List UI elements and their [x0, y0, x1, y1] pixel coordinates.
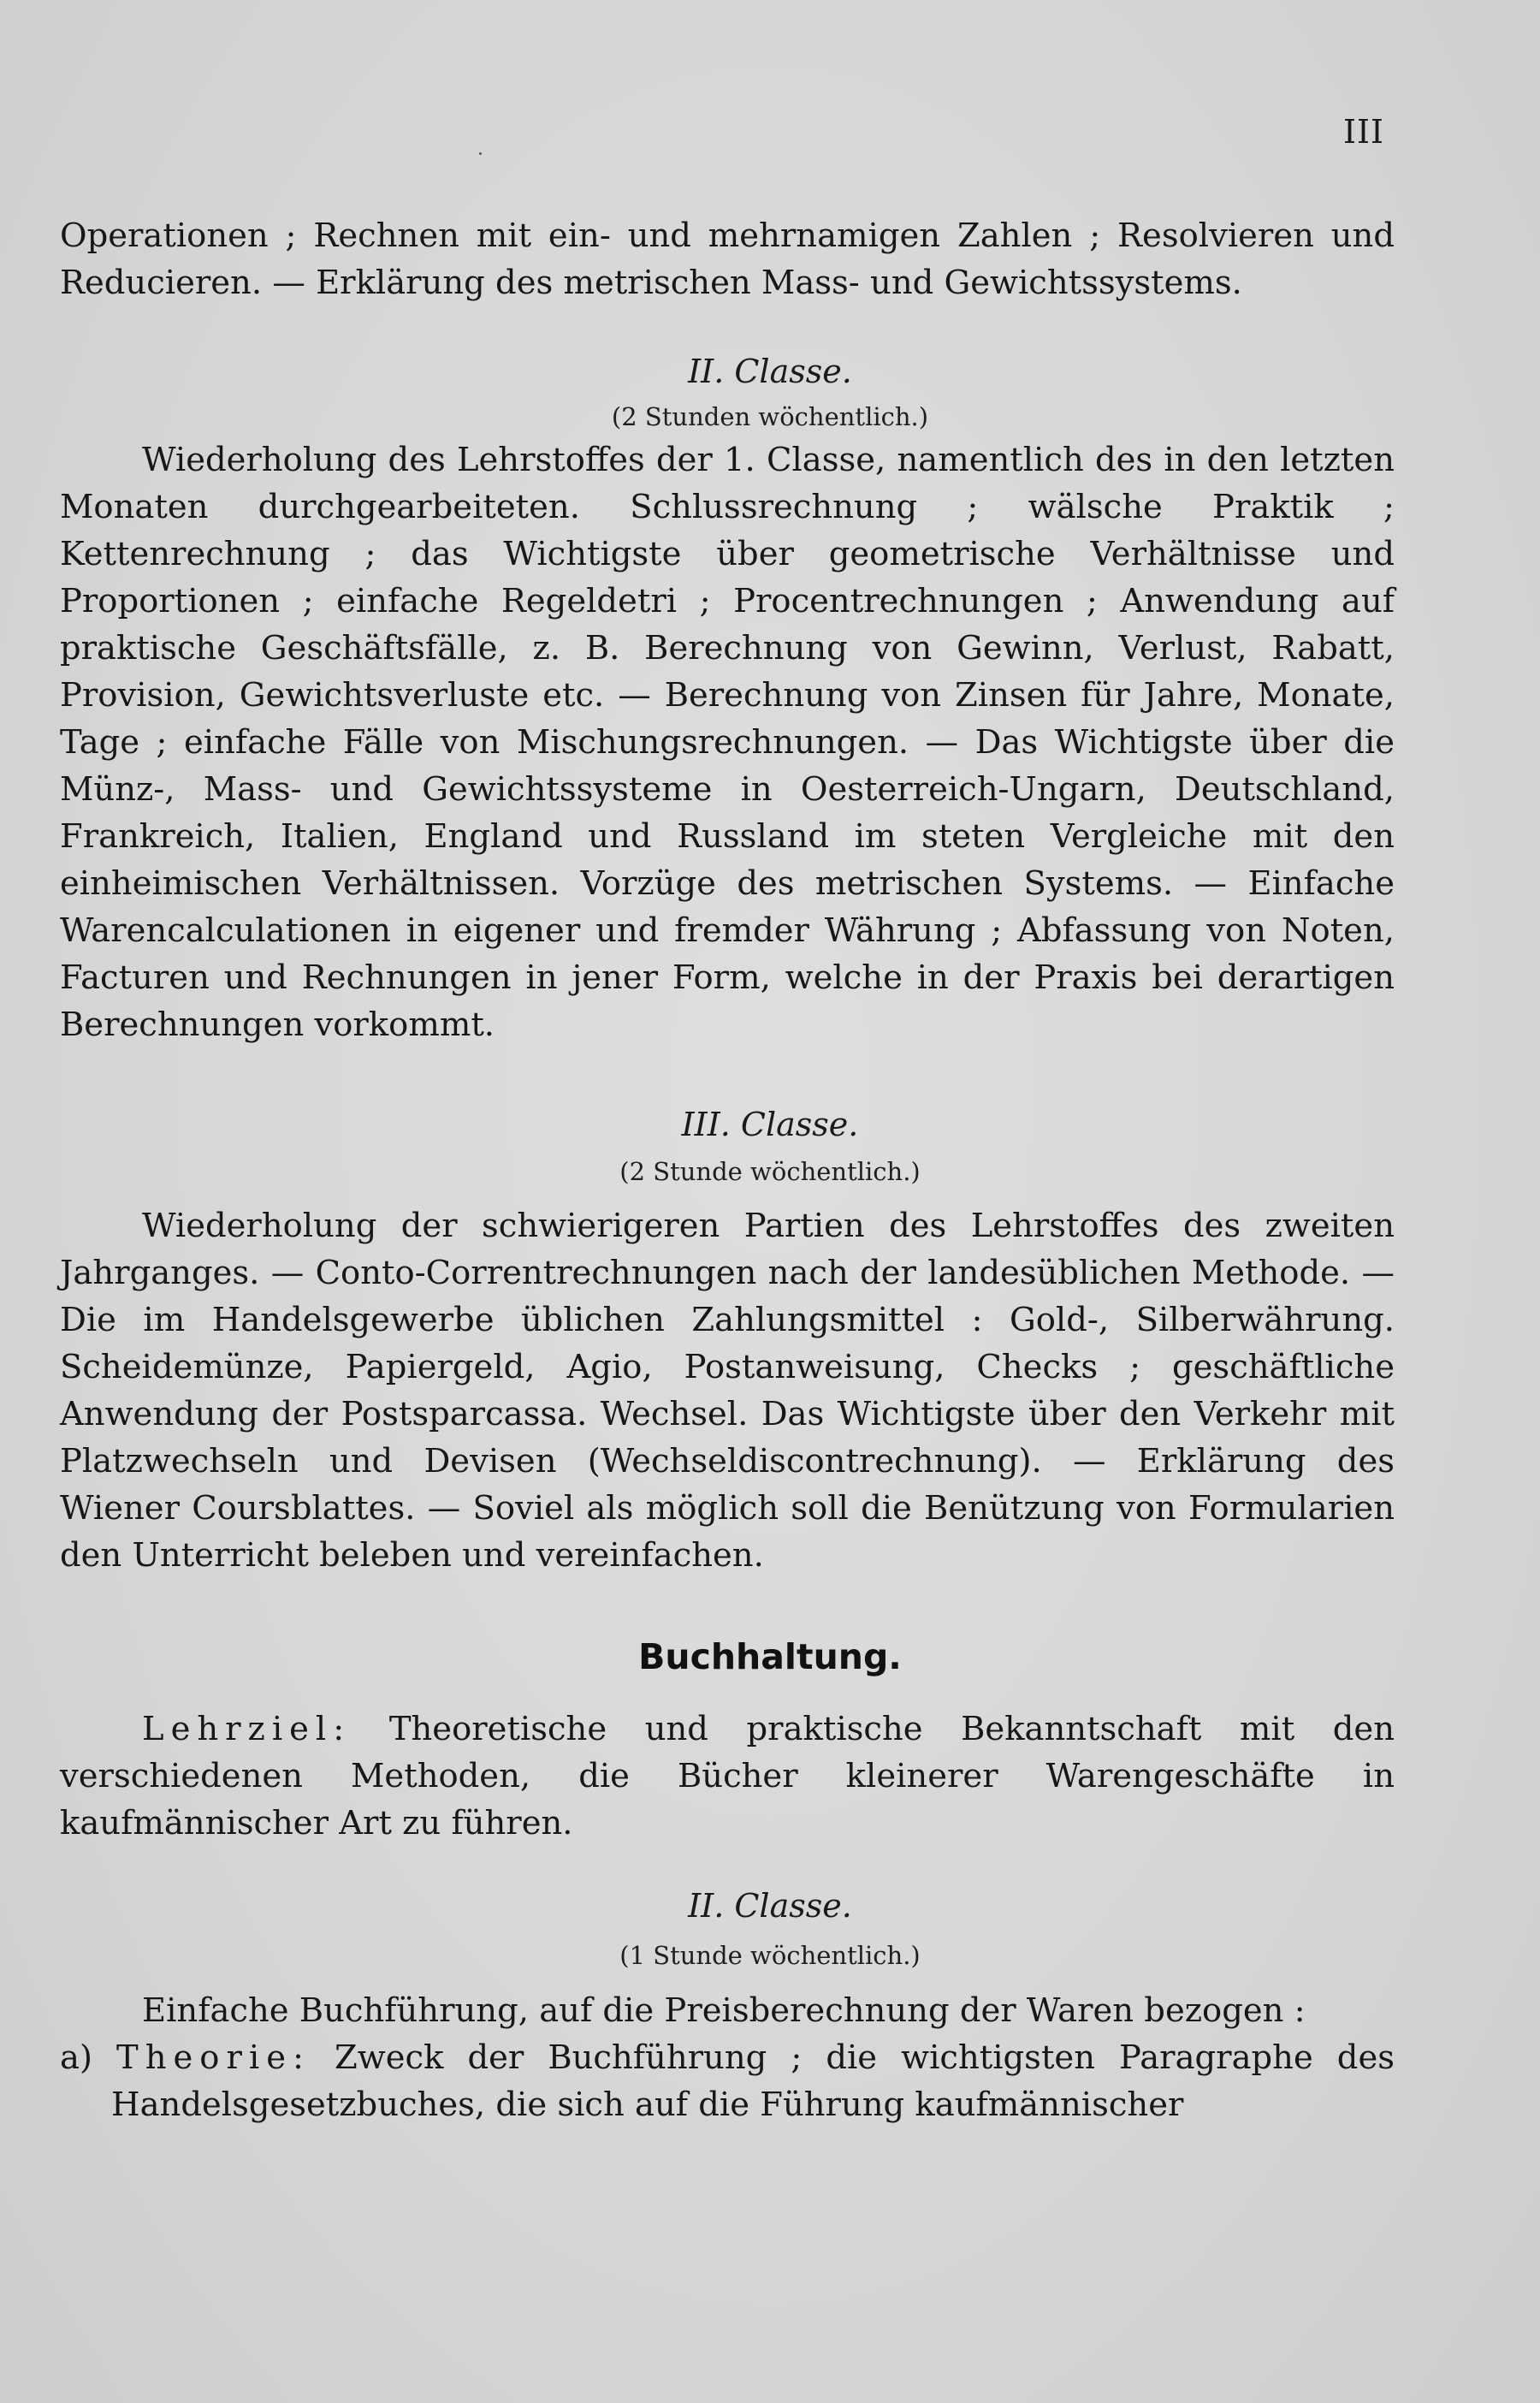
- class-3-heading: III. Classe.: [681, 1106, 859, 1143]
- buchhaltung-intro: Einfache Buchführung, auf die Preisberechnung der Waren bezogen :: [142, 1991, 1306, 2030]
- class-2-heading: II. Classe.: [688, 353, 852, 390]
- class-2-text: Wiederholung des Lehrstoffes der 1. Classe, namentlich des in den letzten Monaten durchgearbeiteten. Schlussrechnung ; wälsche Praktik ; Kettenrechnung ; das Wichtigste über geometrische Verhältnisse und Proportionen ; einfache Regeldetri ; Procentrechnungen ; Anwendung auf praktische Geschäftsfälle, z. B. Berechnung von Gewinn, Verlust, Rabatt, Provision, Gewichtsverluste etc. — Berechnung von Zinsen für Jahre, Monate, Tage ; einfache Fälle von Mischungsrechnungen. — Das Wichtigste über die Münz-, Mass- und Gewichtssysteme in Oesterreich-Ungarn, Deutschland, Frankreich, Italien, England und Russland im steten Vergleiche mit den einheimischen Verhältnissen. Vorzüge des metrischen Systems. — Einfache Warencalculationen in eigener und fremder Währung ; Abfassung von Noten, Facturen und Rechnungen in jener Form, welche in der Praxis bei derartigen Berechnungen vorkommt.: [60, 441, 1395, 1044]
- lehrziel-paragraph: [60, 1706, 1395, 1847]
- buchhaltung-class-2-paragraph: [60, 1987, 1395, 2128]
- lehrziel-label: Lehrziel:: [142, 1710, 352, 1748]
- item-a-marker: a): [60, 2038, 92, 2077]
- lehrziel-text: Theoretische und praktische Bekanntschaft mit den verschiedenen Methoden, die Bücher kleinerer Warengeschäfte in kaufmännischer Art zu führen.: [60, 1710, 1395, 1842]
- page-number: III: [1342, 113, 1384, 151]
- class-3-hours: (2 Stunde wöchentlich.): [619, 1157, 921, 1186]
- buchhaltung-class-2-heading: II. Classe.: [688, 1887, 852, 1925]
- intro-text: Operationen ; Rechnen mit ein- und mehrnamigen Zahlen ; Resolvieren und Reducieren. — Erklärung des metrischen Mass- und Gewichtssystems.: [60, 217, 1395, 302]
- item-a-text: Zweck der Buchführung ; die wichtigsten Paragraphe des Handelsgesetzbuches, die sich auf die Führung kaufmännischer: [111, 2038, 1395, 2124]
- lehrziel-text-line: [60, 1706, 1395, 1847]
- intro-paragraph: [60, 212, 1395, 306]
- item-a: [60, 2034, 1395, 2128]
- class-3-paragraph: [60, 1202, 1395, 1579]
- buchhaltung-class-2-hours: (1 Stunde wöchentlich.): [619, 1941, 921, 1970]
- class-2-hours: (2 Stunden wöchentlich.): [611, 402, 929, 431]
- class-2-paragraph: [60, 436, 1395, 1048]
- class-3-text: Wiederholung der schwierigeren Partien des Lehrstoffes des zweiten Jahrganges. — Conto-Correntrechnungen nach der landesüblichen Methode. — Die im Handelsgewerbe üblichen Zahlungsmittel : Gold-, Silberwährung. Scheidemünze, Papiergeld, Agio, Postanweisung, Checks ; geschäftliche Anwendung der Postsparcassa. Wechsel. Das Wichtigste über den Verkehr mit Platzwechseln und Devisen (Wechseldiscontrechnung). — Erklärung des Wiener Coursblattes. — Soviel als möglich soll die Benützung von Formularien den Unterricht beleben und vereinfachen.: [60, 1207, 1395, 1575]
- print-speck: [479, 152, 482, 155]
- section-title-buchhaltung: Buchhaltung.: [638, 1636, 902, 1677]
- item-a-label: Theorie:: [116, 2038, 311, 2077]
